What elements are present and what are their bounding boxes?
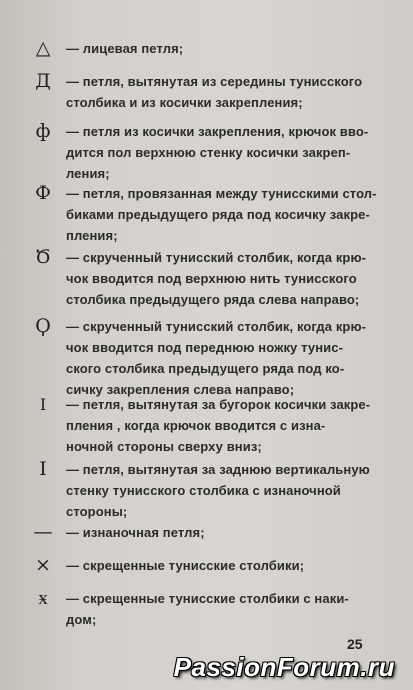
legend-text: — скрученный тунисский столбик, когда крю- чок вводится под переднюю ножку тунис- ского столбика предыдущего ряда под ко- сичку закрепления слева направо; <box>66 319 367 397</box>
tall-triangle-loop-icon: Д <box>35 70 51 92</box>
watermark-text: PassionForum.ru <box>173 651 395 682</box>
cross-dot-icon: ӿ <box>38 587 48 609</box>
twisted-stitch-top-icon: Ծ <box>34 246 52 268</box>
i-beam-small-icon: I <box>39 395 47 414</box>
twisted-stitch-front-icon: Ϙ <box>35 315 51 337</box>
legend-text: — лицевая петля; <box>66 41 184 56</box>
page-number: 25 <box>347 636 363 652</box>
phi-large-icon: Ф <box>35 182 51 204</box>
legend-text: — петля, вытянутая из середины тунисского столбика и из косички закрепления; <box>66 74 363 110</box>
legend-text: — петля из косички закрепления, крючок вво- дится пол верхнюю стенку косички закреп- ления; <box>66 124 369 181</box>
cross-icon: × <box>35 554 51 576</box>
legend-text: — петля, вытянутая за бугорок косички закре- пления , когда крючок вводится с изна- ночной стороны сверху вниз; <box>66 397 371 454</box>
legend-text: — скрученный тунисский столбик, когда крю- чок вводится под верхнюю нить тунисского столбика предыдущего ряда слева направо; <box>66 250 367 307</box>
legend-text: — скрещенные тунисские столбики с наки- дом; <box>66 591 349 627</box>
legend-text: — изнаночная петля; <box>66 525 205 540</box>
triangle-icon: △ <box>35 37 51 59</box>
dash-icon: — <box>33 521 53 543</box>
watermark <box>0 644 413 690</box>
i-beam-icon: I <box>39 458 47 480</box>
legend-text: — петля, вытянутая за заднюю вертикальную стенку тунисского столбика с изнаночной стороны; <box>66 462 370 519</box>
legend-text: — петля, провязанная между тунисскими стол- биками предыдущего ряда под косичку закре- пления; <box>66 186 377 243</box>
phi-icon: ф <box>35 120 51 142</box>
legend-text: — скрещенные тунисские столбики; <box>66 558 305 573</box>
